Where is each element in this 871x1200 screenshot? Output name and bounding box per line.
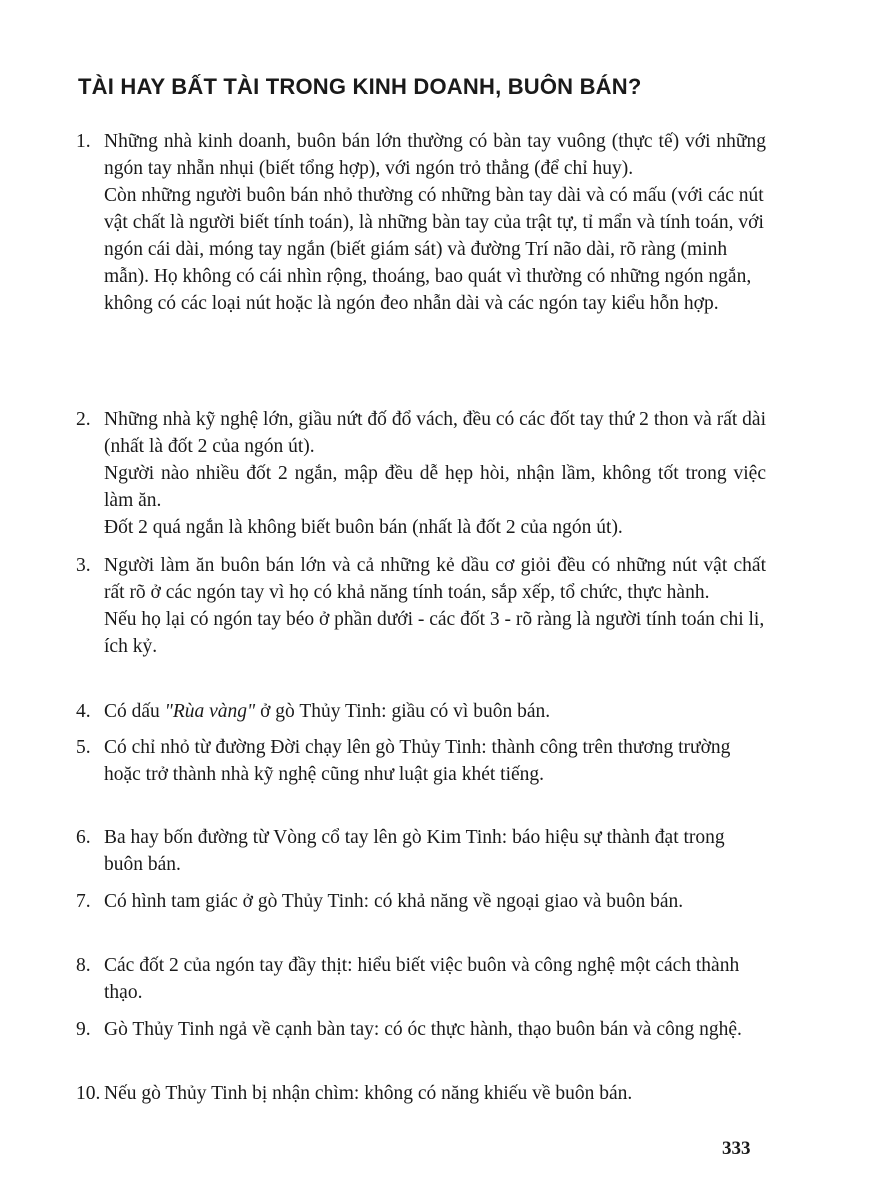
item-paragraph: Những nhà kinh doanh, buôn bán lớn thường có bàn tay vuông (thực tế) với những ngón tay nhẵn nhụi (biết tổng hợp), với ngón trỏ thẳng (để chỉ huy). bbox=[104, 131, 766, 179]
item-number: 9. bbox=[76, 1019, 91, 1040]
item-number: 1. bbox=[76, 131, 91, 152]
page-number: 333 bbox=[722, 1138, 751, 1159]
item-body bbox=[104, 888, 766, 915]
list-item-4 bbox=[76, 698, 766, 725]
item-paragraph: Ba hay bốn đường từ Vòng cổ tay lên gò Kim Tinh: báo hiệu sự thành đạt trong buôn bán. bbox=[104, 827, 725, 875]
list-item-10 bbox=[76, 1080, 766, 1107]
item-body bbox=[104, 128, 766, 317]
item-text: ở gò Thủy Tinh: giầu có vì buôn bán. bbox=[255, 701, 551, 722]
item-paragraph bbox=[104, 698, 766, 725]
item-text: Có dấu bbox=[104, 701, 165, 722]
item-number: 7. bbox=[76, 891, 91, 912]
list-item-1 bbox=[76, 128, 766, 317]
item-paragraph: Còn những người buôn bán nhỏ thường có những bàn tay dài và có mấu (với các nút vật chất là người biết tính toán), là những bàn tay của trật tự, tỉ mẩn và tính toán, với ngón cái dài, móng tay ngắn (biết giám sát) và đường Trí não dài, rõ ràng (minh mẫn). Họ không có cái nhìn rộng, thoáng, bao quát vì thường có những ngón ngắn, không có các loại nút hoặc là ngón đeo nhẫn dài và các ngón tay kiểu hỗn hợp. bbox=[104, 185, 764, 314]
item-paragraph: Có hình tam giác ở gò Thủy Tinh: có khả năng về ngoại giao và buôn bán. bbox=[104, 891, 684, 912]
item-body bbox=[104, 734, 766, 788]
list-item-9 bbox=[76, 1016, 766, 1043]
item-paragraph: Người nào nhiều đốt 2 ngắn, mập đều dễ hẹp hòi, nhận lầm, không tốt trong việc làm ăn. bbox=[104, 463, 766, 511]
item-number: 2. bbox=[76, 409, 91, 430]
list-item-6 bbox=[76, 824, 766, 878]
item-number: 10. bbox=[76, 1083, 101, 1104]
list-item-8 bbox=[76, 952, 766, 1006]
item-paragraph: Người làm ăn buôn bán lớn và cả những kẻ dầu cơ giỏi đều có những nút vật chất rất rõ ở các ngón tay vì họ có khả năng tính toán, sắp xếp, tổ chức, thực hành. bbox=[104, 555, 766, 603]
item-number: 4. bbox=[76, 701, 91, 722]
item-paragraph: Có chỉ nhỏ từ đường Đời chạy lên gò Thủy Tinh: thành công trên thương trường hoặc trở thành nhà kỹ nghệ cũng như luật gia khét tiếng. bbox=[104, 737, 731, 785]
item-body bbox=[104, 698, 766, 725]
item-number: 5. bbox=[76, 737, 91, 758]
item-number: 3. bbox=[76, 555, 91, 576]
item-number: 8. bbox=[76, 955, 91, 976]
item-body bbox=[104, 1080, 766, 1107]
item-paragraph: Gò Thủy Tinh ngả về cạnh bàn tay: có óc thực hành, thạo buôn bán và công nghệ. bbox=[104, 1019, 742, 1040]
item-paragraph: Các đốt 2 của ngón tay đầy thịt: hiểu biết việc buôn và công nghệ một cách thành thạo. bbox=[104, 955, 740, 1003]
item-text-italic: "Rùa vàng" bbox=[164, 701, 256, 722]
item-paragraph: Nếu gò Thủy Tinh bị nhận chìm: không có năng khiếu về buôn bán. bbox=[104, 1083, 633, 1104]
page-title: TÀI HAY BẤT TÀI TRONG KINH DOANH, BUÔN BÁN? bbox=[78, 74, 642, 99]
item-body bbox=[104, 1016, 766, 1043]
item-body bbox=[104, 406, 766, 541]
list-item-3 bbox=[76, 552, 766, 660]
list-item-2 bbox=[76, 406, 766, 541]
item-paragraph: Nếu họ lại có ngón tay béo ở phần dưới - các đốt 3 - rõ ràng là người tính toán chi li, ích kỷ. bbox=[104, 609, 765, 657]
item-body bbox=[104, 952, 766, 1006]
item-paragraph: Những nhà kỹ nghệ lớn, giầu nứt đố đổ vách, đều có các đốt tay thứ 2 thon và rất dài (nhất là đốt 2 của ngón út). bbox=[104, 409, 766, 457]
item-paragraph: Đốt 2 quá ngắn là không biết buôn bán (nhất là đốt 2 của ngón út). bbox=[104, 517, 623, 538]
list-item-7 bbox=[76, 888, 766, 915]
item-number: 6. bbox=[76, 827, 91, 848]
list-item-5 bbox=[76, 734, 766, 788]
item-body bbox=[104, 824, 766, 878]
item-body bbox=[104, 552, 766, 660]
